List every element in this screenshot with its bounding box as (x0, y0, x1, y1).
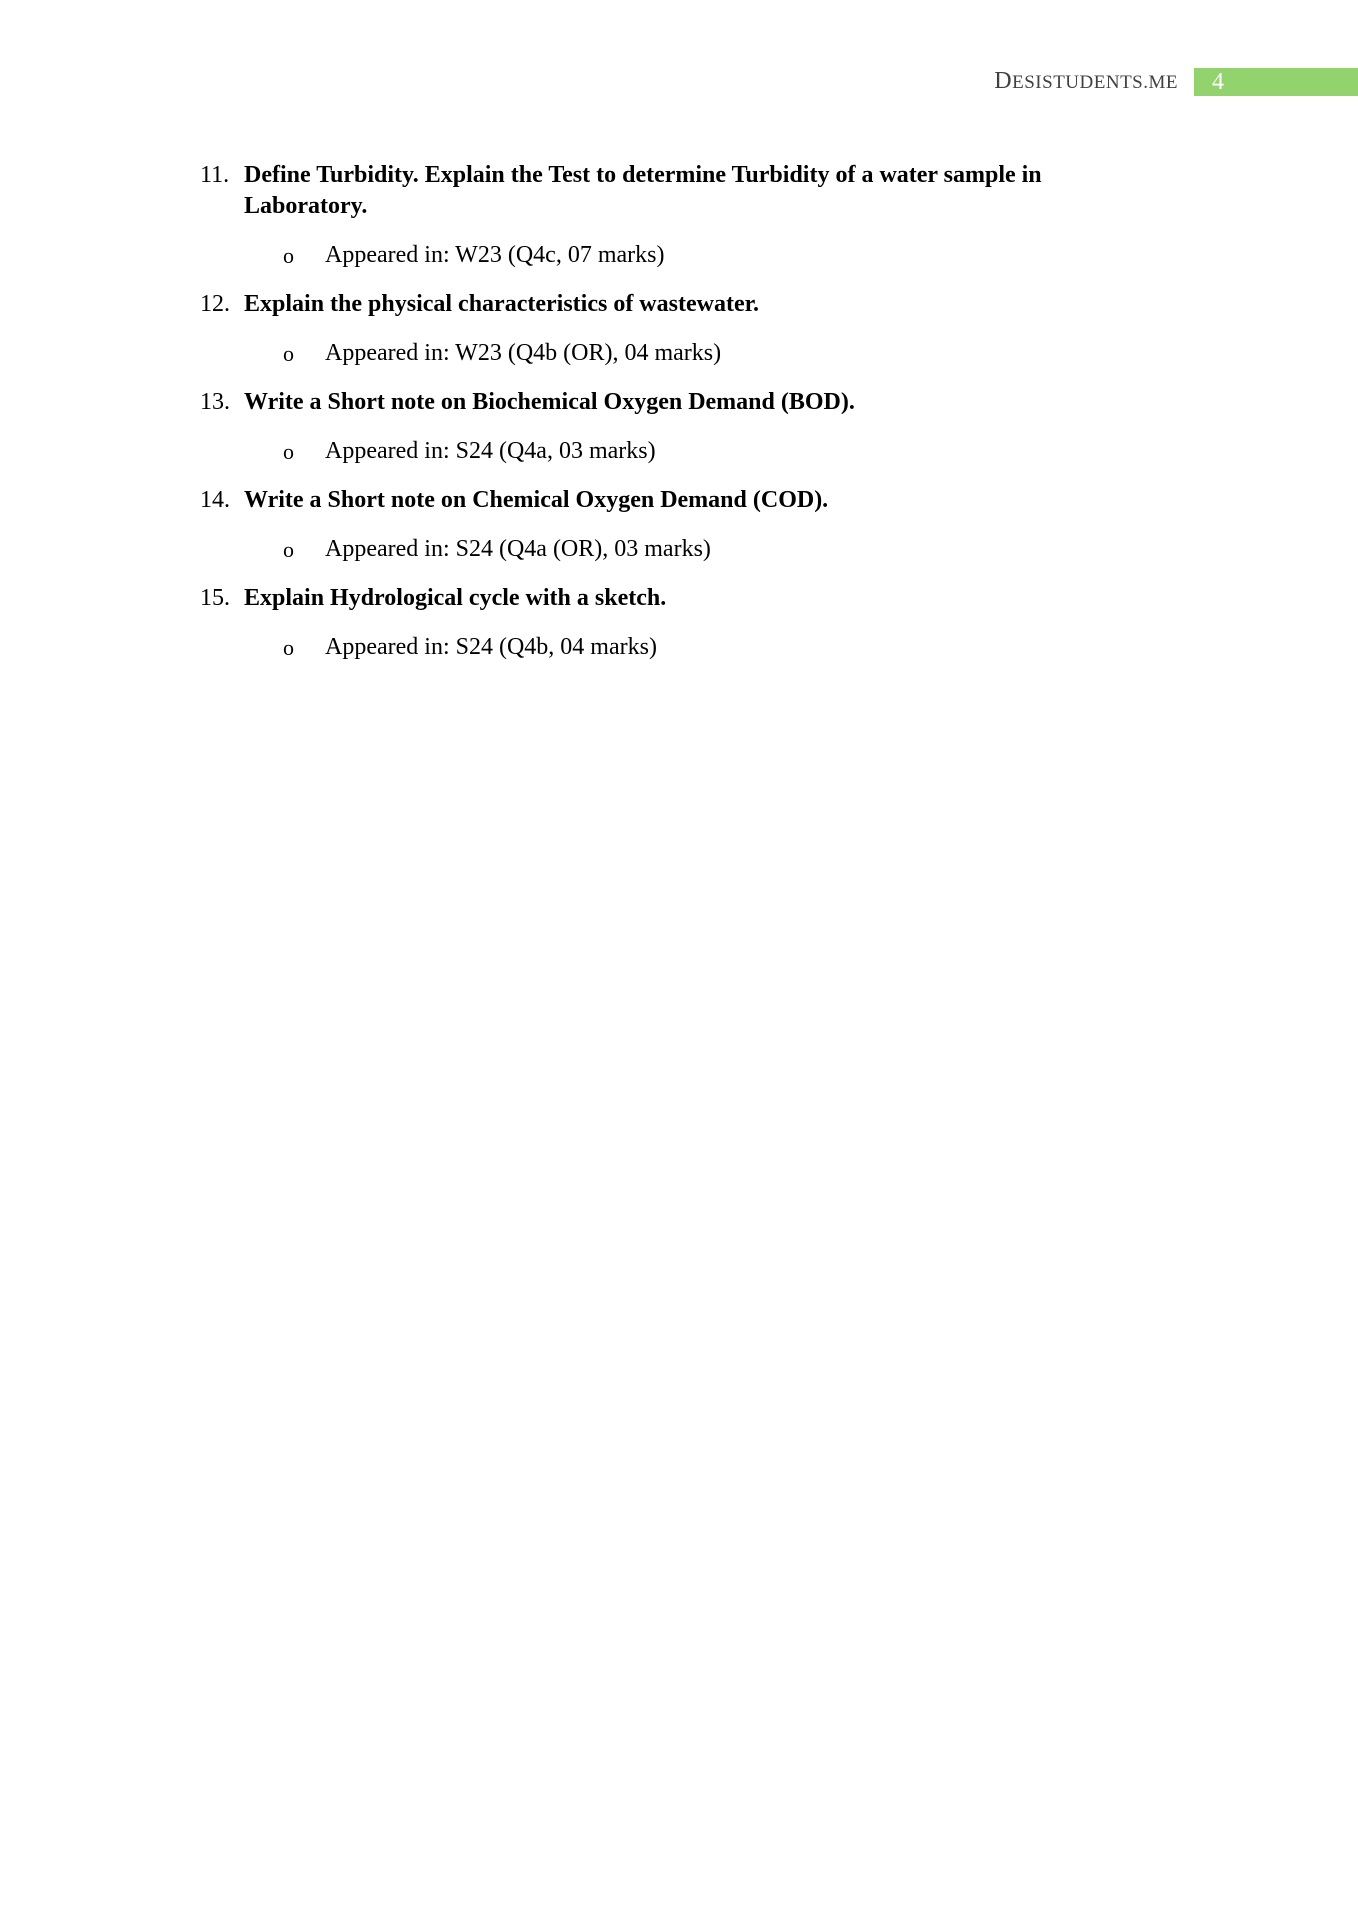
appeared-item (200, 240, 1100, 271)
question-text: Write a Short note on Chemical Oxygen Demand (COD). (244, 487, 829, 513)
page-number-box (1194, 68, 1358, 96)
question-number: 13. (200, 389, 230, 415)
question-text: Write a Short note on Biochemical Oxygen Demand (BOD). (244, 389, 855, 415)
site-name (994, 67, 1178, 97)
site-name-rest: ESISTUDENTS (1012, 72, 1144, 93)
question-item (200, 160, 1100, 271)
site-name-initial: D (994, 68, 1013, 94)
appeared-text: Appeared in: W23 (Q4b (OR), 04 marks) (325, 340, 722, 366)
site-name-tld: ME (1148, 72, 1178, 93)
appeared-text: Appeared in: S24 (Q4a (OR), 03 marks) (325, 536, 711, 562)
appeared-text: Appeared in: W23 (Q4c, 07 marks) (325, 242, 665, 268)
appeared-item (200, 534, 1100, 565)
question-item (200, 387, 1100, 467)
bullet-icon: o (283, 341, 294, 366)
question-text: Explain Hydrological cycle with a sketch. (244, 585, 667, 611)
question-number: 12. (200, 291, 230, 317)
bullet-icon: o (283, 537, 294, 562)
question-number: 14. (200, 487, 230, 513)
bullet-icon: o (283, 243, 294, 268)
question-list (200, 160, 1100, 681)
appeared-text: Appeared in: S24 (Q4b, 04 marks) (325, 634, 657, 660)
page-header (994, 68, 1358, 96)
appeared-text: Appeared in: S24 (Q4a, 03 marks) (325, 438, 656, 464)
question-item (200, 289, 1100, 369)
appeared-item (200, 338, 1100, 369)
question-number: 15. (200, 585, 230, 611)
appeared-item (200, 436, 1100, 467)
appeared-item (200, 632, 1100, 663)
page-number: 4 (1212, 69, 1224, 95)
question-number: 11. (200, 162, 230, 188)
bullet-icon: o (283, 439, 294, 464)
question-item (200, 583, 1100, 663)
question-text: Explain the physical characteristics of wastewater. (244, 291, 760, 317)
question-item (200, 485, 1100, 565)
bullet-icon: o (283, 635, 294, 660)
site-name-dot: . (1143, 72, 1149, 93)
question-text: Define Turbidity. Explain the Test to determine Turbidity of a water sample in Laboratory. (244, 162, 1042, 219)
